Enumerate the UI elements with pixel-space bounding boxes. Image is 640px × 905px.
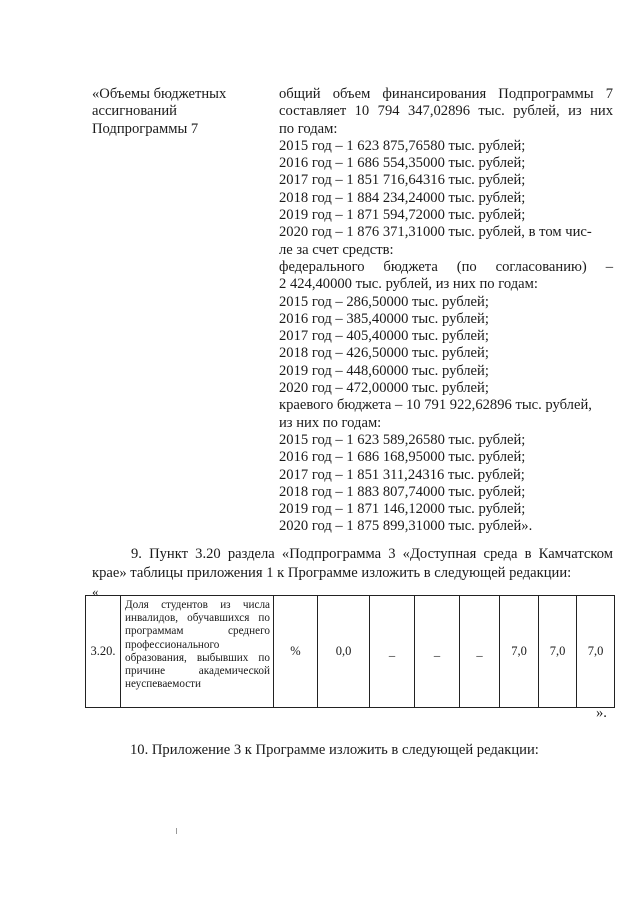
- total-year-line: 2016 год – 1 686 554,35000 тыс. рублей;: [279, 155, 526, 172]
- federal-year-line: 2018 год – 426,50000 тыс. рублей;: [279, 345, 489, 362]
- intro-line: составляет 10 794 347,02896 тыс. рублей, из них: [279, 103, 613, 120]
- item-10-paragraph: 10. Приложение 3 к Программе изложить в следующей редакции:: [130, 742, 539, 758]
- federal-year-line: 2020 год – 472,00000 тыс. рублей;: [279, 380, 489, 397]
- total-2020-line: 2020 год – 1 876 371,31000 тыс. рублей, в том чис-: [279, 224, 592, 241]
- regional-line: из них по годам:: [279, 414, 382, 431]
- intro-line: по годам:: [279, 120, 338, 137]
- regional-year-line: 2017 год – 1 851 311,24316 тыс. рублей;: [279, 466, 525, 483]
- total-year-line: 2018 год – 1 884 234,24000 тыс. рублей;: [279, 189, 526, 206]
- regional-year-line: 2015 год – 1 623 589,26580 тыс. рублей;: [279, 431, 526, 448]
- indicator-description-cell: Доля студентов из числа инвалидов, обучавшихся по программам среднего профессионального образования, выбывших по причине академической неуспеваемости: [121, 596, 274, 708]
- passport-label: [92, 86, 262, 138]
- value-cell: _: [370, 596, 415, 708]
- indicator-table: [85, 595, 615, 708]
- opening-quote: «: [92, 584, 99, 599]
- total-year-line: 2017 год – 1 851 716,64316 тыс. рублей;: [279, 172, 526, 189]
- row-number-cell: 3.20.: [86, 596, 121, 708]
- item-9-paragraph: 9. Пункт 3.20 раздела «Подпрограмма 3 «Доступная среда в Камчатском крае» таблицы приложения 1 к Программе изложить в следующей редакции:: [92, 546, 613, 581]
- federal-year-line: 2015 год – 286,50000 тыс. рублей;: [279, 293, 489, 310]
- federal-year-line: 2017 год – 405,40000 тыс. рублей;: [279, 328, 489, 345]
- value-cell: 0,0: [318, 596, 370, 708]
- total-year-line: 2019 год – 1 871 594,72000 тыс. рублей;: [279, 207, 526, 224]
- value-cell: 7,0: [500, 596, 539, 708]
- total-year-line: 2015 год – 1 623 875,76580 тыс. рублей;: [279, 137, 526, 154]
- regional-year-line: 2018 год – 1 883 807,74000 тыс. рублей;: [279, 483, 526, 500]
- label-line: «Объемы бюджетных: [92, 86, 227, 102]
- federal-line: 2 424,40000 тыс. рублей, из них по годам:: [279, 276, 538, 293]
- unit-cell: %: [274, 596, 318, 708]
- federal-line: федерального бюджета (по согласованию) –: [279, 258, 613, 275]
- regional-year-line: 2016 год – 1 686 168,95000 тыс. рублей;: [279, 449, 526, 466]
- value-cell: _: [460, 596, 500, 708]
- label-line: Подпрограммы 7: [92, 120, 199, 137]
- regional-line: краевого бюджета – 10 791 922,62896 тыс. рублей,: [279, 397, 592, 414]
- closing-quote: ».: [596, 705, 607, 721]
- value-cell: 7,0: [577, 596, 615, 708]
- value-cell: _: [415, 596, 460, 708]
- intro-line: общий объем финансирования Подпрограммы 7: [279, 86, 613, 102]
- total-2020-line: ле за счет средств:: [279, 241, 394, 258]
- value-cell: 7,0: [539, 596, 577, 708]
- regional-year-line: 2020 год – 1 875 899,31000 тыс. рублей».: [279, 518, 533, 535]
- regional-year-line: 2019 год – 1 871 146,12000 тыс. рублей;: [279, 501, 526, 518]
- table-row: [86, 596, 615, 708]
- federal-year-line: 2016 год – 385,40000 тыс. рублей;: [279, 310, 489, 327]
- label-line: ассигнований: [92, 103, 177, 120]
- federal-year-line: 2019 год – 448,60000 тыс. рублей;: [279, 362, 489, 379]
- scan-mark: [176, 828, 177, 834]
- passport-funding-text: [279, 86, 613, 536]
